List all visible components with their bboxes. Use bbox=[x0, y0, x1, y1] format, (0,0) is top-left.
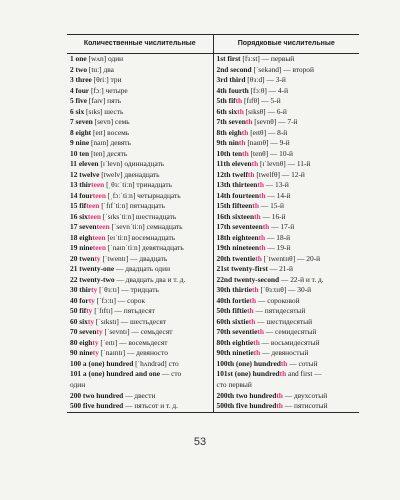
cardinal-cell bbox=[67, 212, 213, 223]
ordinal-cell bbox=[213, 391, 359, 402]
ordinal-cell bbox=[213, 149, 359, 160]
translation-text: — 21-й bbox=[268, 264, 293, 274]
translation-text: [ˈsevntɪ] — семьдесят bbox=[102, 327, 173, 337]
suffix-highlight: th bbox=[276, 401, 283, 411]
suffix-highlight: th bbox=[258, 232, 266, 242]
translation-text: [sevnθ] — 7-й bbox=[252, 117, 298, 127]
numeral-word: 100 a (one) hundred bbox=[70, 358, 134, 368]
table-row bbox=[67, 348, 359, 359]
translation-text: [ˈsekənd] — второй bbox=[251, 64, 314, 74]
suffix-highlight: th bbox=[249, 295, 257, 305]
cardinal-cell bbox=[67, 359, 213, 370]
suffix-highlight: th bbox=[248, 316, 256, 326]
numeral-word: 7th seven bbox=[216, 117, 246, 127]
cardinal-cell bbox=[67, 159, 213, 170]
translation-text: [tenθ] — 10-й bbox=[248, 148, 293, 158]
table-row bbox=[67, 254, 359, 265]
table-row bbox=[67, 306, 359, 317]
cardinal-cell bbox=[67, 107, 213, 118]
translation-text: — сороковой bbox=[256, 295, 300, 305]
translation-text: [tuː] два bbox=[87, 64, 114, 74]
translation-text: — 14-й bbox=[265, 190, 291, 200]
translation-text: [eɪt] восемь bbox=[91, 127, 130, 137]
translation-text: [ˈsevnˈtiːn] семнадцать bbox=[109, 222, 183, 232]
cardinal-cell bbox=[67, 285, 213, 296]
translation-text: [wʌn] один bbox=[86, 54, 124, 63]
cardinal-cell bbox=[67, 401, 213, 412]
numeral-word: 6 six bbox=[70, 106, 85, 116]
cardinal-cell bbox=[67, 191, 213, 202]
cardinal-cell bbox=[67, 317, 213, 328]
numeral-word: 4th fourth bbox=[216, 85, 249, 95]
table-row bbox=[67, 191, 359, 202]
page-number: 53 bbox=[193, 436, 207, 448]
translation-text: [ˌfɔːˈtiːn] четырнадцать bbox=[105, 190, 181, 200]
ordinal-cell bbox=[213, 212, 359, 223]
numeral-word: 9th nin bbox=[216, 138, 239, 148]
numeral-word: 3 three bbox=[70, 75, 92, 85]
translation-text: [ˈfɪftɪ] — пятьдесят bbox=[92, 306, 155, 316]
ordinal-cell bbox=[213, 254, 359, 265]
suffix-highlight: th bbox=[252, 285, 259, 295]
suffix-highlight: th bbox=[242, 148, 249, 158]
suffix-highlight: ty bbox=[94, 253, 101, 263]
table-row bbox=[67, 170, 359, 181]
translation-text: — семидесятый bbox=[263, 327, 317, 337]
cardinal-cell bbox=[67, 306, 213, 317]
cardinal-cell bbox=[67, 348, 213, 359]
translation-text: — двести bbox=[123, 390, 156, 400]
numeral-word: 90 nine bbox=[70, 348, 93, 358]
numeral-word: 50th fiftie bbox=[216, 306, 248, 316]
table-row bbox=[67, 317, 359, 328]
translation-text: — двадцать один bbox=[114, 264, 171, 274]
numeral-word: 22nd twenty-second bbox=[216, 274, 280, 284]
table-row bbox=[67, 359, 359, 370]
ordinal-cell bbox=[213, 233, 359, 244]
suffix-highlight: teen bbox=[96, 222, 110, 232]
numeral-word: 60 six bbox=[70, 316, 88, 326]
translation-text: — 19-й bbox=[265, 243, 291, 253]
numeral-word: 17th seventeen bbox=[216, 222, 263, 232]
suffix-highlight: th bbox=[241, 127, 249, 137]
numeral-word: 22 twenty-two bbox=[70, 274, 115, 284]
numeral-word: 30th thirtie bbox=[216, 285, 253, 295]
suffix-highlight: ty bbox=[92, 348, 99, 358]
translation-text: [ˈhʌndrəd] сто bbox=[133, 358, 179, 368]
translation-text: — 18-й bbox=[265, 232, 291, 242]
numerals-table bbox=[67, 34, 359, 413]
suffix-highlight: th bbox=[251, 159, 259, 169]
numeral-word: 6th six bbox=[216, 106, 238, 116]
suffix-highlight: teen bbox=[92, 190, 106, 200]
translation-text: [ɪˈlevn] одиннадцать bbox=[98, 159, 165, 169]
translation-text: [ˈtwentɪɪθ] — 20-й bbox=[261, 253, 321, 263]
translation-text: — пятьсот и т. д. bbox=[123, 401, 179, 411]
numeral-word: 2 two bbox=[70, 64, 88, 74]
cardinal-cell bbox=[67, 264, 213, 275]
cardinal-cell bbox=[67, 170, 213, 181]
suffix-highlight: th bbox=[276, 390, 283, 400]
numeral-word: 7 seven bbox=[70, 117, 93, 127]
ordinal-cell bbox=[213, 222, 359, 233]
translation-text: — 15-й bbox=[259, 201, 284, 211]
translation-text: [eɪˈtiːn] восемнадцать bbox=[105, 232, 176, 242]
suffix-highlight: th bbox=[259, 190, 266, 200]
numeral-word: 80 eigh bbox=[70, 337, 93, 347]
suffix-highlight: th bbox=[235, 96, 243, 106]
numeral-word: 11th eleven bbox=[216, 159, 252, 169]
translation-text: [ˈnaɪntɪ] — девяносто bbox=[98, 348, 168, 358]
translation-text: [θɜːd] — 3-й bbox=[245, 75, 286, 85]
cardinal-cell bbox=[67, 243, 213, 254]
ordinal-cell bbox=[213, 201, 359, 212]
table-row bbox=[67, 65, 359, 76]
table-row bbox=[67, 117, 359, 128]
translation-text: — шестидесятый bbox=[255, 316, 313, 326]
translation-text: [ten] десять bbox=[89, 148, 128, 158]
cardinal-cell bbox=[67, 338, 213, 349]
translation-text: [naɪnθ] — 9-й bbox=[245, 138, 290, 148]
table-row bbox=[67, 233, 359, 244]
translation-text: [ˈsɪkstɪ] — шестьдесят bbox=[94, 316, 167, 326]
cardinal-cell bbox=[67, 233, 213, 244]
translation-text: [ˈθɜːtɪɪθ] — 30-й bbox=[258, 285, 312, 295]
ordinal-cell bbox=[213, 75, 359, 86]
cardinal-cell bbox=[67, 96, 213, 107]
numeral-word: 1 one bbox=[70, 54, 87, 63]
numeral-word: 16th sixteen bbox=[216, 211, 255, 221]
ordinal-cell bbox=[213, 296, 359, 307]
table-row bbox=[67, 159, 359, 170]
numeral-word: 50 fif bbox=[70, 306, 87, 316]
numeral-word: 13 thir bbox=[70, 180, 92, 190]
translation-text: — сотый bbox=[287, 358, 318, 368]
numeral-word: 200th two hundred bbox=[216, 390, 277, 400]
ordinal-cell bbox=[213, 306, 359, 317]
suffix-highlight: ty bbox=[92, 337, 99, 347]
ordinal-cell bbox=[213, 159, 359, 170]
table-row bbox=[67, 275, 359, 286]
numeral-word: 1st first bbox=[216, 54, 241, 63]
ordinal-cell bbox=[213, 170, 359, 181]
numeral-word: 13th thirteen bbox=[216, 180, 258, 190]
translation-text: [twelv] двенадцать bbox=[99, 169, 160, 179]
numeral-word: 101st (one) hundred bbox=[216, 369, 280, 379]
suffix-highlight: th bbox=[254, 211, 261, 221]
translation-text: [fɔː] четыре bbox=[89, 85, 128, 95]
numeral-word: 14th fourteen bbox=[216, 190, 259, 200]
suffix-highlight: th bbox=[253, 337, 260, 347]
numeral-word: 11 eleven bbox=[70, 159, 99, 169]
table-row bbox=[67, 201, 359, 212]
suffix-highlight: th bbox=[238, 138, 246, 148]
table-row bbox=[67, 285, 359, 296]
cardinal-cell bbox=[67, 138, 213, 149]
table-row bbox=[67, 296, 359, 307]
translation-text: один bbox=[70, 379, 86, 389]
numeral-word: 16 six bbox=[70, 211, 88, 221]
ordinal-cell bbox=[213, 243, 359, 254]
ordinal-cell bbox=[213, 317, 359, 328]
table-row bbox=[67, 243, 359, 254]
translation-text: [sevn] семь bbox=[92, 117, 130, 127]
translation-text: [eɪtθ] — 8-й bbox=[248, 127, 288, 137]
translation-text: [fɔːθ] — 4-й bbox=[248, 85, 289, 95]
table-row bbox=[67, 138, 359, 149]
translation-text: сто первый bbox=[216, 379, 252, 389]
numeral-word: 15th fifteen bbox=[216, 201, 253, 211]
cardinal-cell bbox=[67, 369, 213, 380]
suffix-highlight: th bbox=[262, 222, 270, 232]
table-row bbox=[67, 54, 359, 65]
table-row bbox=[67, 96, 359, 107]
ordinal-cell bbox=[213, 191, 359, 202]
ordinal-cell bbox=[213, 107, 359, 118]
table-row bbox=[67, 391, 359, 402]
translation-text: [fɪfθ] — 5-й bbox=[242, 96, 281, 106]
ordinal-cell bbox=[213, 338, 359, 349]
translation-text: — сто bbox=[160, 369, 182, 379]
ordinal-cell bbox=[213, 65, 359, 76]
table-row bbox=[67, 401, 359, 412]
translation-text: [ˈtwentɪ] — двадцать bbox=[100, 253, 168, 263]
ordinal-cell bbox=[213, 180, 359, 191]
numeral-word: 19th nineteen bbox=[216, 243, 259, 253]
ordinal-cell bbox=[213, 285, 359, 296]
cardinal-cell bbox=[67, 201, 213, 212]
table-row bbox=[67, 264, 359, 275]
numeral-word: 20 twen bbox=[70, 253, 95, 263]
suffix-highlight: ty bbox=[88, 295, 95, 305]
cardinal-header: Количественные числительные bbox=[67, 35, 213, 54]
suffix-highlight: teen bbox=[86, 201, 100, 211]
numeral-word: 500th five hundred bbox=[216, 401, 277, 411]
numeral-word: 5th fif bbox=[216, 96, 236, 106]
numeral-word: 14 four bbox=[70, 190, 93, 200]
table-row bbox=[67, 128, 359, 139]
table-row bbox=[67, 107, 359, 118]
suffix-highlight: th bbox=[257, 180, 264, 190]
translation-text: [θriː] три bbox=[91, 75, 122, 85]
table-row bbox=[67, 212, 359, 223]
ordinal-header: Порядковые числительные bbox=[213, 35, 359, 54]
translation-text: — 22-й и т. д. bbox=[279, 274, 324, 284]
table-body bbox=[67, 54, 359, 413]
translation-text: [ˈnaɪnˈtiːn] девятнадцать bbox=[105, 243, 184, 253]
cardinal-cell bbox=[67, 275, 213, 286]
ordinal-cell bbox=[213, 348, 359, 359]
translation-text: [twelfθ] — 12-й bbox=[254, 169, 305, 179]
numeral-word: 21 twenty-one bbox=[70, 264, 115, 274]
numeral-word: 8th eigh bbox=[216, 127, 242, 137]
cardinal-cell bbox=[67, 128, 213, 139]
ordinal-cell bbox=[213, 96, 359, 107]
ordinal-cell bbox=[213, 401, 359, 412]
numeral-word: 70th seventie bbox=[216, 327, 258, 337]
translation-text: — 16-й bbox=[260, 211, 286, 221]
ordinal-cell bbox=[213, 138, 359, 149]
cardinal-cell bbox=[67, 254, 213, 265]
suffix-highlight: ty bbox=[91, 285, 98, 295]
suffix-highlight: teen bbox=[92, 243, 106, 253]
cardinal-cell bbox=[67, 380, 213, 391]
cardinal-cell bbox=[67, 327, 213, 338]
translation-text: — 17-й bbox=[269, 222, 295, 232]
translation-text: and first — bbox=[286, 369, 322, 379]
numeral-word: 10th ten bbox=[216, 148, 243, 158]
numeral-word: 10 ten bbox=[70, 148, 90, 158]
numeral-word: 12 twelve bbox=[70, 169, 100, 179]
translation-text: — пятисотый bbox=[282, 401, 328, 411]
translation-text: [ˈsɪksˈtiːn] шестнадцать bbox=[101, 211, 177, 221]
numeral-word: 18 eigh bbox=[70, 232, 93, 242]
numeral-word: 30 thir bbox=[70, 285, 92, 295]
numeral-word: 18th eighteen bbox=[216, 232, 259, 242]
ordinal-cell bbox=[213, 264, 359, 275]
cardinal-cell bbox=[67, 54, 213, 65]
cardinal-cell bbox=[67, 65, 213, 76]
numeral-word: 40th fortie bbox=[216, 295, 250, 305]
numeral-word: 17 seven bbox=[70, 222, 97, 232]
ordinal-cell bbox=[213, 275, 359, 286]
suffix-highlight: th bbox=[247, 169, 255, 179]
ordinal-cell bbox=[213, 117, 359, 128]
numeral-word: 21st twenty-first bbox=[216, 264, 269, 274]
numeral-word: 500 five hundred bbox=[70, 401, 124, 411]
table-row bbox=[67, 180, 359, 191]
translation-text: — пятидесятый bbox=[253, 306, 306, 316]
numeral-word: 80th eightie bbox=[216, 337, 254, 347]
numeral-word: 19 nine bbox=[70, 243, 93, 253]
table-row bbox=[67, 222, 359, 233]
translation-text: [ˈfɪfˈtiːn] пятнадцать bbox=[99, 201, 165, 211]
numeral-word: 12th twelf bbox=[216, 169, 248, 179]
ordinal-cell bbox=[213, 327, 359, 338]
translation-text: — восьмидесятый bbox=[259, 337, 320, 347]
numeral-word: 90th ninetie bbox=[216, 348, 254, 358]
numeral-word: 20th twentie bbox=[216, 253, 256, 263]
translation-text: [ɪˈlevnθ] — 11-й bbox=[258, 159, 311, 169]
suffix-highlight: th bbox=[257, 327, 264, 337]
translation-text: — 13-й bbox=[263, 180, 289, 190]
ordinal-cell bbox=[213, 128, 359, 139]
numeral-word: 4 four bbox=[70, 85, 90, 95]
ordinal-cell bbox=[213, 54, 359, 65]
cardinal-cell bbox=[67, 180, 213, 191]
suffix-highlight: th bbox=[237, 106, 244, 116]
ordinal-cell bbox=[213, 86, 359, 97]
translation-text: — двухсотый bbox=[282, 390, 328, 400]
suffix-highlight: ty bbox=[86, 306, 93, 316]
numeral-word: 5 five bbox=[70, 96, 88, 106]
suffix-highlight: teen bbox=[92, 232, 106, 242]
translation-text: — двадцать два и т. д. bbox=[114, 274, 186, 284]
table-row bbox=[67, 86, 359, 97]
numeral-word: 101 a (one) hundred and one bbox=[70, 369, 161, 379]
translation-text: [faɪv] пять bbox=[87, 96, 122, 106]
ordinal-cell bbox=[213, 369, 359, 380]
numeral-word: 3rd third bbox=[216, 75, 246, 85]
numeral-word: 2nd second bbox=[216, 64, 252, 74]
table-row bbox=[67, 327, 359, 338]
cardinal-cell bbox=[67, 222, 213, 233]
translation-text: [ˈθɜːtɪ] — тридцать bbox=[97, 285, 159, 295]
numeral-word: 9 nine bbox=[70, 138, 90, 148]
translation-text: — девяностый bbox=[260, 348, 309, 358]
cardinal-cell bbox=[67, 86, 213, 97]
suffix-highlight: ty bbox=[96, 327, 103, 337]
suffix-highlight: teen bbox=[87, 211, 102, 221]
ordinal-cell bbox=[213, 359, 359, 370]
suffix-highlight: th bbox=[253, 348, 261, 358]
cardinal-cell bbox=[67, 296, 213, 307]
numeral-word: 8 eight bbox=[70, 127, 92, 137]
suffix-highlight: th bbox=[280, 358, 288, 368]
translation-text: [ˈeɪtɪ] — восемьдесят bbox=[98, 337, 168, 347]
cardinal-cell bbox=[67, 149, 213, 160]
cardinal-cell bbox=[67, 391, 213, 402]
numeral-word: 15 fif bbox=[70, 201, 87, 211]
suffix-highlight: ty bbox=[87, 316, 95, 326]
numeral-word: 60th sixtie bbox=[216, 316, 249, 326]
numeral-word: 40 for bbox=[70, 295, 89, 305]
numeral-word: 100th (one) hundred bbox=[216, 358, 281, 368]
translation-text: [ˈfɔːtɪ] — сорок bbox=[94, 295, 146, 305]
table-row bbox=[67, 380, 359, 391]
suffix-highlight: th bbox=[245, 117, 253, 127]
table-header-row bbox=[67, 35, 359, 54]
translation-text: [ˌθɜːˈtiːn] тринадцать bbox=[104, 180, 172, 190]
suffix-highlight: th bbox=[279, 369, 287, 379]
numeral-word: 70 seven bbox=[70, 327, 97, 337]
suffix-highlight: th bbox=[259, 243, 266, 253]
cardinal-cell bbox=[67, 75, 213, 86]
suffix-highlight: th bbox=[247, 306, 254, 316]
suffix-highlight: teen bbox=[91, 180, 105, 190]
numeral-word: 200 two hundred bbox=[70, 390, 124, 400]
table-row bbox=[67, 75, 359, 86]
ordinal-cell bbox=[213, 380, 359, 391]
table-row bbox=[67, 369, 359, 380]
cardinal-cell bbox=[67, 117, 213, 128]
suffix-highlight: th bbox=[252, 201, 259, 211]
translation-text: [sɪksθ] — 6-й bbox=[243, 106, 287, 116]
suffix-highlight: th bbox=[255, 253, 262, 263]
table-row bbox=[67, 338, 359, 349]
translation-text: [sɪks] шесть bbox=[84, 106, 124, 116]
table-row bbox=[67, 149, 359, 160]
translation-text: [fɜːst] — первый bbox=[240, 54, 295, 63]
translation-text: [naɪn] девять bbox=[89, 138, 131, 148]
